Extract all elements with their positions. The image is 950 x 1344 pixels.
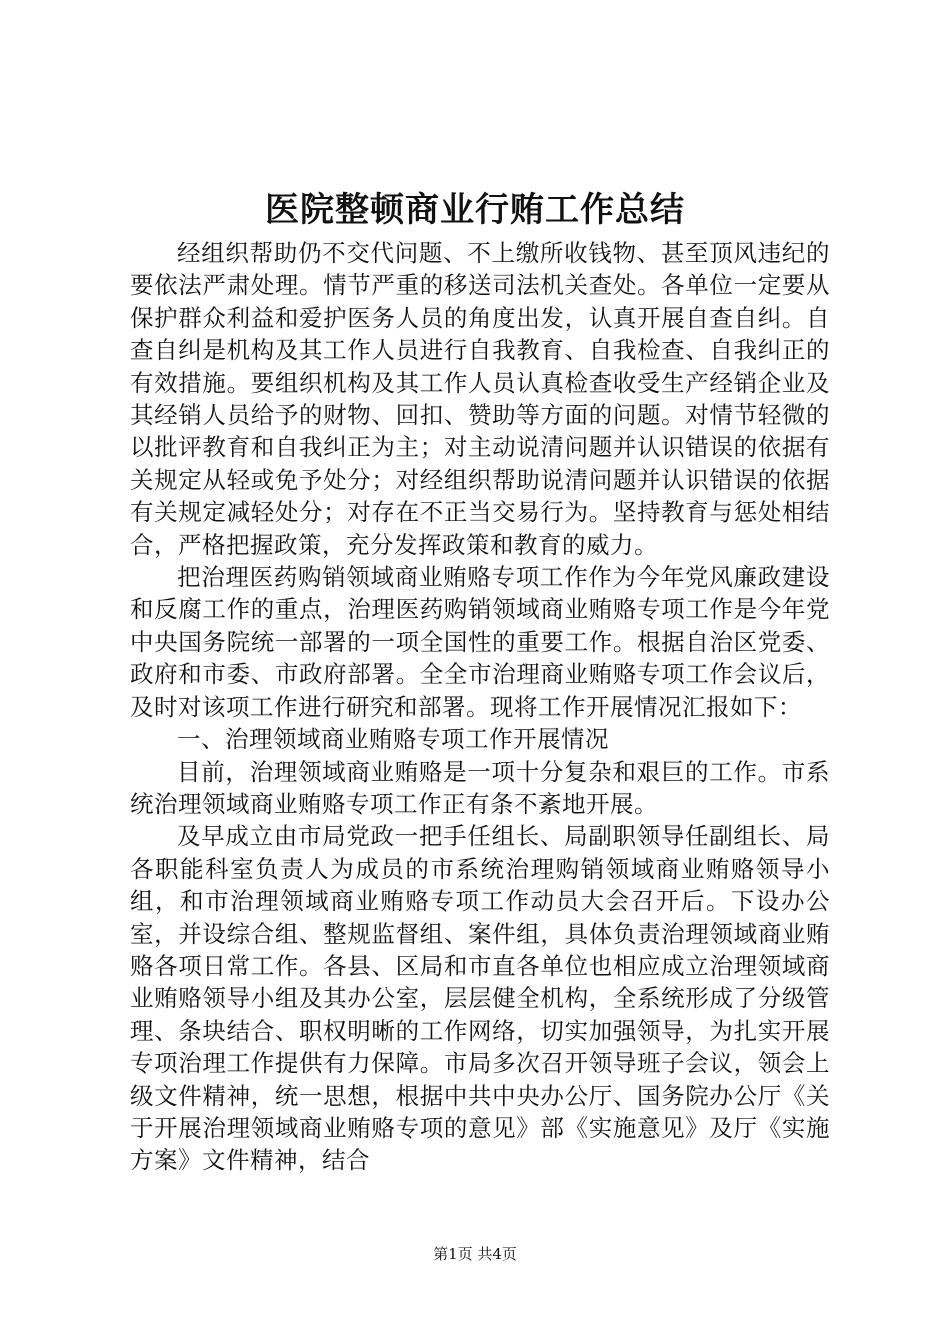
paragraph: 及早成立由市局党政一把手任组长、局副职领导任副组长、局各职能科室负责人为成员的市系统治理购销领域商业贿赂领导小组，和市治理领域商业贿赂专项工作动员大会召开后。下设办公室，并设综合组、整规监督组、案件组，具体负责治理领域商业贿赂各项日常工作。各县、区局和市直各单位也相应成立治理领域商业贿赂领导小组及其办公室，层层健全机构，全系统形成了分级管理、条块结合、职权明晰的工作网络，切实加强领导，为扎实开展专项治理工作提供有力保障。市局多次召开领导班子会议，领会上级文件精神，统一思想，根据中共中央办公厅、国务院办公厅《关于开展治理领域商业贿赂专项的意见》部《实施意见》及厅《实施方案》文件精神，结合	[130, 822, 830, 1175]
page-footer: 第1页 共4页	[433, 1245, 517, 1263]
paragraph: 经组织帮助仍不交代问题、不上缴所收钱物、甚至顶风违纪的要依法严肃处理。情节严重的移送司法机关查处。各单位一定要从保护群众利益和爱护医务人员的角度出发，认真开展自查自纠。自查自纠是机构及其工作人员进行自我教育、自我检查、自我纠正的有效措施。要组织机构及其工作人员认真检查收受生产经销企业及其经销人员给予的财物、回扣、赞助等方面的问题。对情节轻微的以批评教育和自我纠正为主；对主动说清问题并认识错误的依据有关规定从轻或免予处分；对经组织帮助说清问题并认识错误的依据有关规定减轻处分；对存在不正当交易行为。坚持教育与惩处相结合，严格把握政策，充分发挥政策和教育的威力。	[130, 239, 830, 559]
document-title: 医院整顿商业行贿工作总结	[265, 190, 685, 230]
document-body	[130, 237, 830, 1177]
paragraph: 把治理医药购销领域商业贿赂专项工作作为今年党风廉政建设和反腐工作的重点，治理医药购销领域商业贿赂专项工作是今年党中央国务院统一部署的一项全国性的重要工作。根据自治区党委、政府和市委、市政府部署。全全市治理商业贿赂专项工作会议后，及时对该项工作进行研究和部署。现将工作开展情况汇报如下：	[130, 563, 830, 721]
section-heading: 一、治理领域商业贿赂专项工作开展情况	[177, 725, 609, 754]
paragraph: 目前，治理领域商业贿赂是一项十分复杂和艰巨的工作。市系统治理领域商业贿赂专项工作正有条不紊地开展。	[130, 757, 830, 818]
